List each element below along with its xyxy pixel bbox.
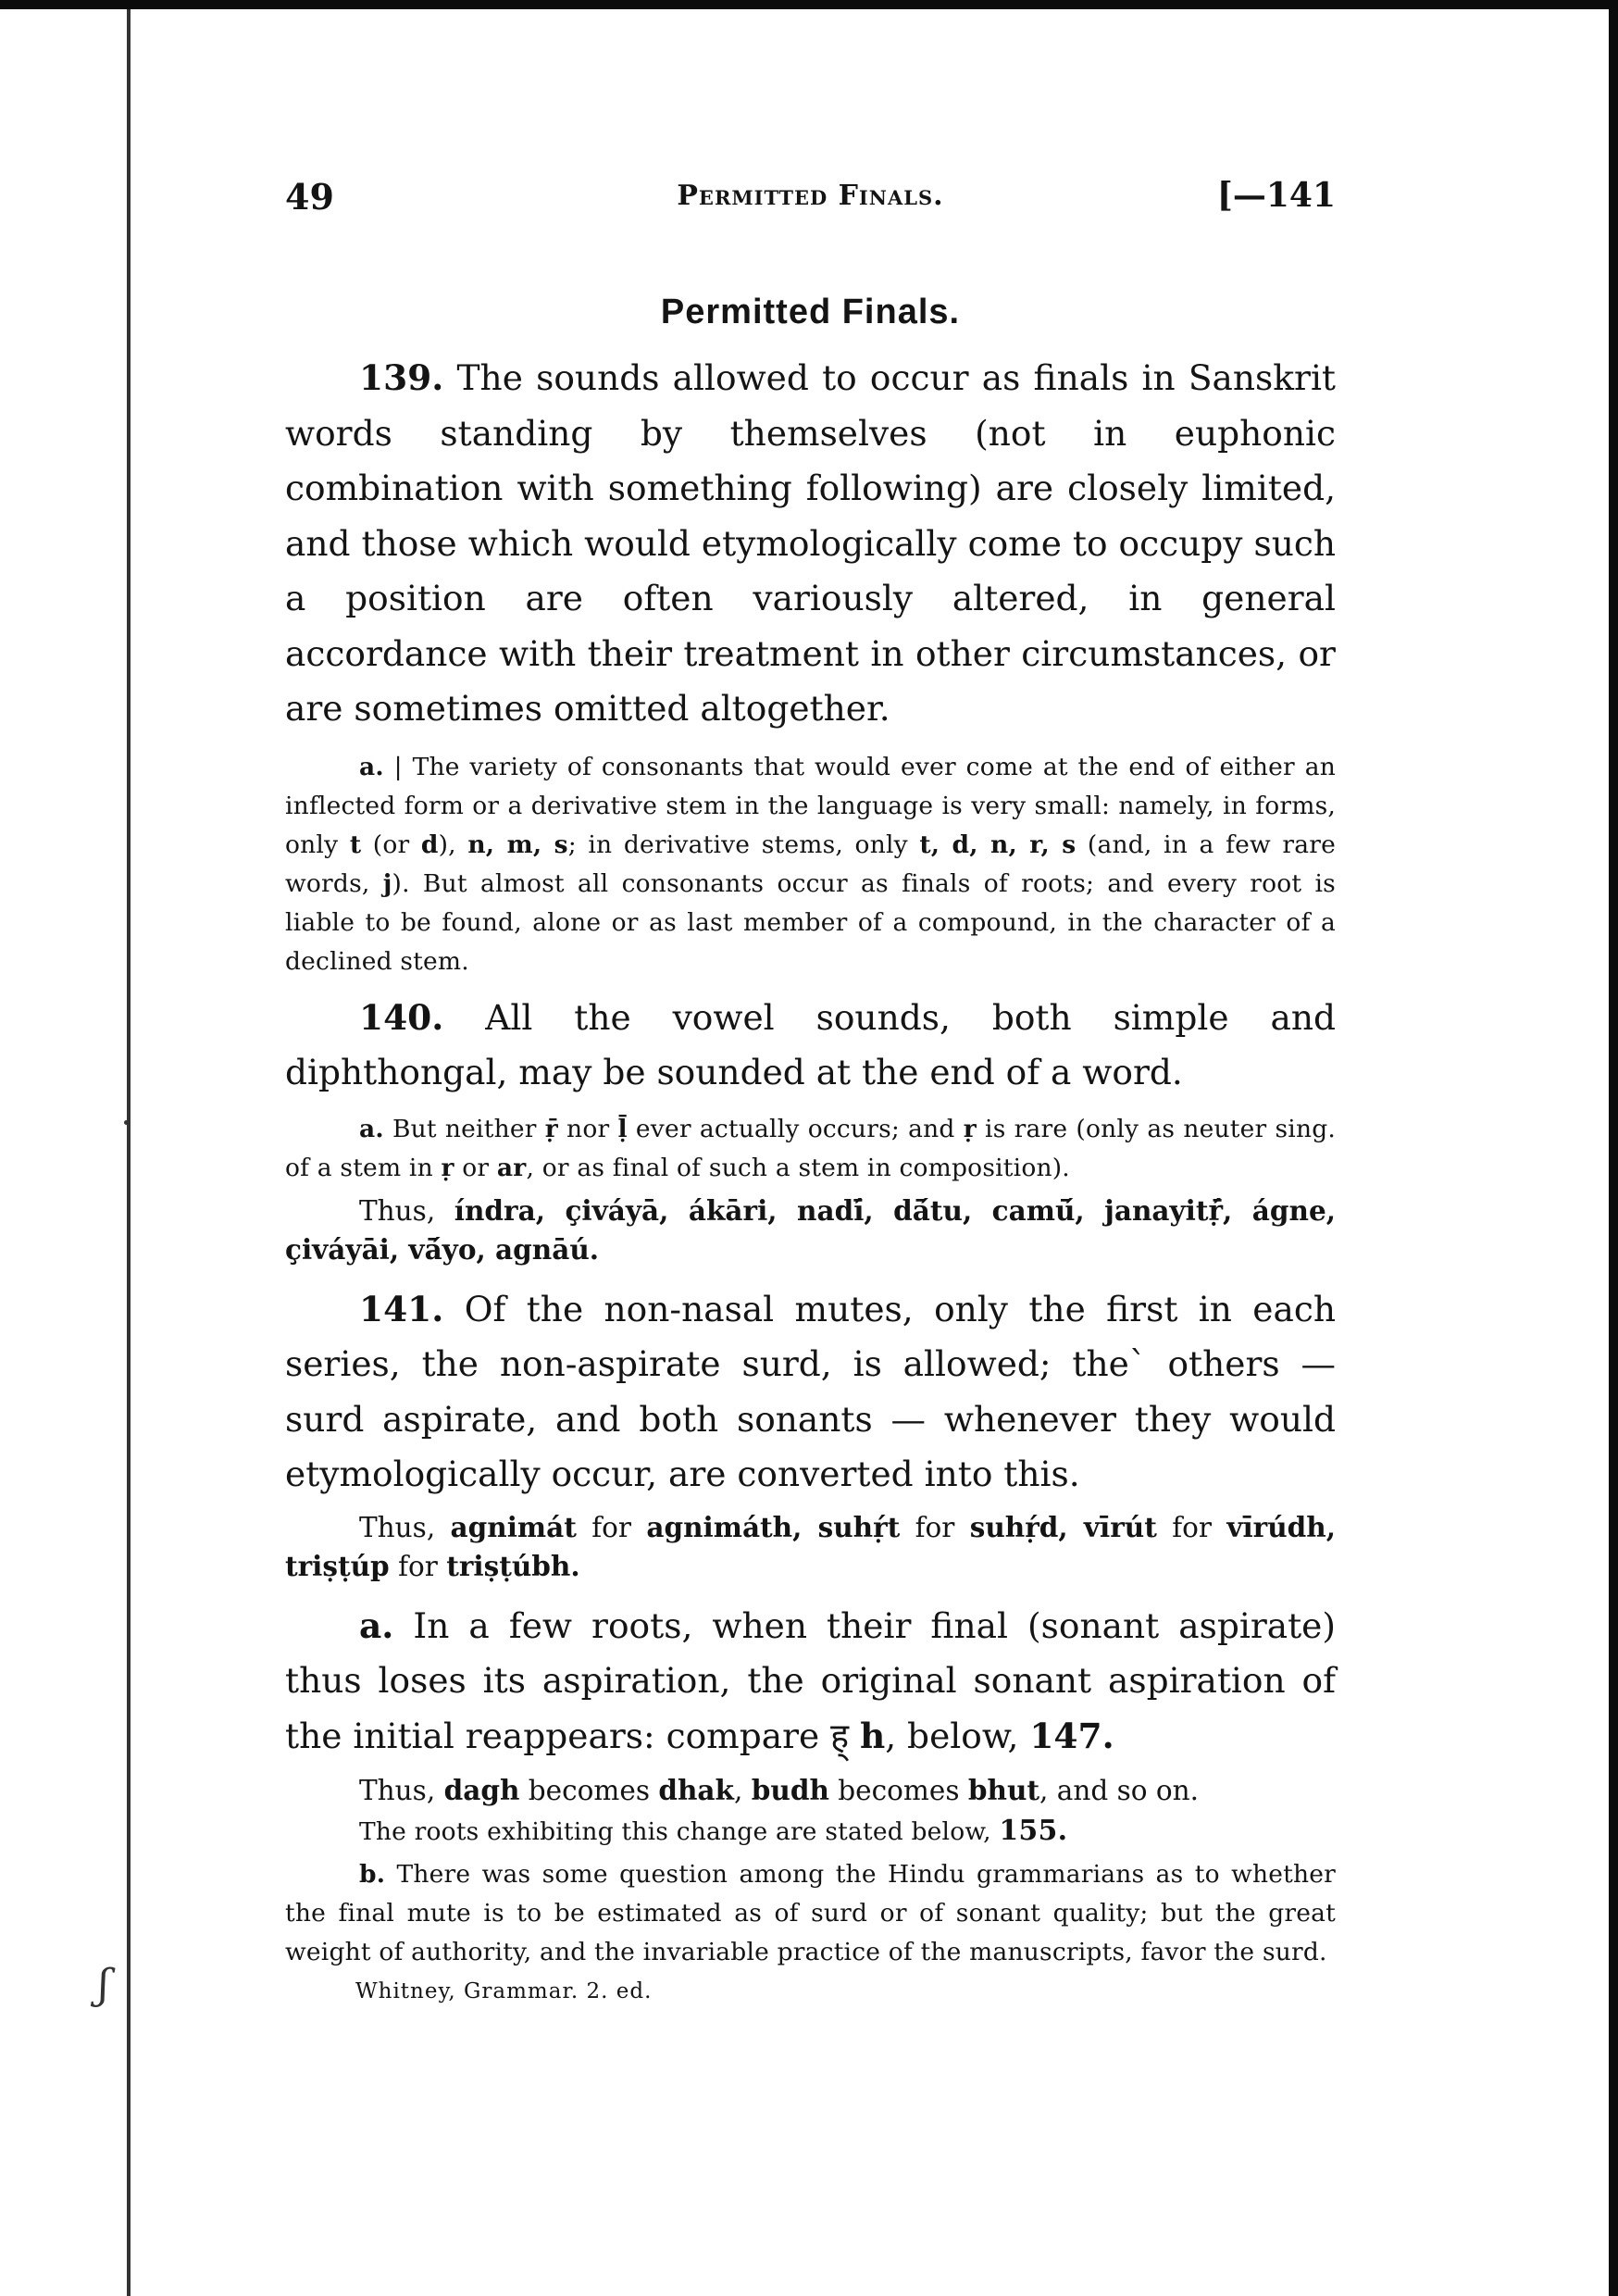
paragraph-text: Of the non-nasal mutes, only the first in each series, the non-aspirate surd, is allowed; the` others — surd aspirate, and both sonants — whenever they would etymologically occur, are converted into this. xyxy=(285,1288,1336,1494)
paragraph-140-examples xyxy=(285,1192,1336,1269)
text-run: for xyxy=(1156,1511,1227,1543)
text-run: , and so on. xyxy=(1039,1775,1200,1806)
scan-top-border xyxy=(0,0,1618,9)
text-run: (or xyxy=(361,830,421,859)
paragraph-text: All the vowel sounds, both simple and diphthongal, may be sounded at the end of a word. xyxy=(285,996,1336,1092)
text-run: The roots exhibiting this change are stated below, xyxy=(359,1817,1000,1846)
paragraph-number: 140. xyxy=(359,996,444,1038)
page-body xyxy=(285,176,1336,2003)
paragraph-140 xyxy=(285,991,1336,1101)
bold-term: dhak xyxy=(658,1774,734,1806)
text-run: ), xyxy=(438,830,468,859)
text-run: ; in derivative stems, only xyxy=(567,830,920,859)
paragraph-141a-note xyxy=(285,1812,1336,1852)
paragraph-141a xyxy=(285,1599,1336,1765)
paragraph-141b xyxy=(285,1855,1336,1972)
bold-term: ṛ xyxy=(963,1114,977,1143)
text-run: or xyxy=(454,1153,497,1182)
text-run: In a few roots, when their final (sonant aspirate) thus loses its aspiration, the original sonant aspiration of the initial reappears: compare xyxy=(285,1604,1337,1756)
text-run: becomes xyxy=(828,1775,968,1806)
bold-term: budh xyxy=(751,1774,829,1806)
bold-term: dagh xyxy=(443,1774,520,1806)
paragraph-139a xyxy=(285,748,1336,981)
text-run: ever actually occurs; and xyxy=(627,1114,964,1143)
subparagraph-label: b. xyxy=(359,1860,386,1889)
bold-term: vīrúdh, triṣṭúp xyxy=(285,1510,1336,1582)
bold-term: j xyxy=(382,868,392,898)
paragraph-141a-examples xyxy=(285,1771,1336,1810)
subparagraph-label: a. xyxy=(359,1604,394,1646)
bold-term: triṣṭúbh. xyxy=(446,1549,580,1582)
margin-pencil-mark: ʃ xyxy=(98,1961,109,2008)
bold-term: bhut xyxy=(967,1774,1040,1806)
paragraph-text: There was some question among the Hindu grammarians as to whether the final mute is to be estimated as of surd or of sonant quality; but the great weight of authority, and the invariable practice of the manuscripts, favor the surd. xyxy=(285,1860,1336,1966)
bold-term: suhṛ́d, vīrút xyxy=(969,1510,1157,1543)
text-run: nor xyxy=(557,1114,618,1143)
example-words: índra, çiváyā, ákāri, nadī́, dā́tu, camū́, janayitṝ́, ágne, çiváyāi, vā́yo, agnāú. xyxy=(285,1193,1336,1266)
bold-term: t xyxy=(349,830,362,859)
bold-term: n, m, s xyxy=(467,830,568,859)
scan-speck xyxy=(124,1120,129,1125)
text-run: becomes xyxy=(519,1775,659,1806)
bold-term: ṝ xyxy=(544,1114,558,1143)
bold-term: d xyxy=(420,830,439,859)
bold-term: h xyxy=(859,1715,886,1756)
page-number: 49 xyxy=(285,176,334,218)
paragraph-number: 141. xyxy=(359,1288,444,1329)
text-run: , xyxy=(734,1775,752,1806)
text-run: , or as final of such a stem in composition). xyxy=(526,1153,1070,1182)
bold-term: agnimát xyxy=(450,1510,577,1543)
section-cross-reference: 147. xyxy=(1029,1715,1114,1756)
bold-term: agnimáth, suhṛ́t xyxy=(646,1510,901,1543)
subparagraph-label: a. xyxy=(359,1114,384,1143)
text-run: Thus, xyxy=(359,1775,444,1806)
text-run: , below, xyxy=(885,1715,1030,1756)
text-run: Thus, xyxy=(359,1511,451,1543)
section-reference: [—141 xyxy=(1216,176,1336,215)
section-heading: Permitted Finals. xyxy=(660,293,961,331)
text-run: for xyxy=(576,1511,647,1543)
bold-term: ḹ xyxy=(617,1114,628,1143)
text-run: ). But almost all consonants occur as finals of roots; and every root is liable to be found, alone or as last member of a compound, in the character of a declined stem. xyxy=(285,868,1336,976)
devanagari-character: ह् xyxy=(830,1715,850,1756)
bold-term: ar xyxy=(496,1153,527,1182)
bold-term: t, d, n, r, s xyxy=(919,830,1077,859)
paragraph-141-examples xyxy=(285,1508,1336,1586)
paragraph-141 xyxy=(285,1282,1336,1503)
paragraph-140a xyxy=(285,1110,1336,1188)
paragraph-text: The sounds allowed to occur as finals in Sanskrit words standing by themselves (not in euphonic combination with something following) are closely limited, and those which would etymologically come to occupy such a position are often variously altered, in general accordance with their treatment in other circumstances, or are sometimes omitted altogether. xyxy=(285,357,1337,729)
paragraph-number: 139. xyxy=(359,357,444,398)
text-run: Thus, xyxy=(359,1194,454,1227)
text-run: (and, in a few rare words, xyxy=(285,830,1336,898)
section-cross-reference: 155. xyxy=(999,1815,1068,1847)
paragraph-139 xyxy=(285,351,1336,737)
text-run: is rare (only as neuter sing. of a stem in xyxy=(285,1114,1337,1182)
text-run: | The variety of consonants that would ever come at the end of either an inflected form or a derivative stem in the language is very small: namely, in forms, only xyxy=(285,752,1337,859)
signature-line: Whitney, Grammar. 2. ed. xyxy=(355,1979,653,2003)
scan-right-border xyxy=(1609,0,1618,2296)
running-header xyxy=(285,176,1336,231)
text-run: But neither xyxy=(392,1114,545,1143)
scan-left-edge-line xyxy=(127,9,131,2296)
running-title: Permitted Finals. xyxy=(677,180,944,212)
bold-term: ṛ xyxy=(441,1153,454,1182)
text-run: for xyxy=(900,1511,970,1543)
text-run: for xyxy=(389,1550,447,1582)
subparagraph-label: a. xyxy=(359,752,384,781)
